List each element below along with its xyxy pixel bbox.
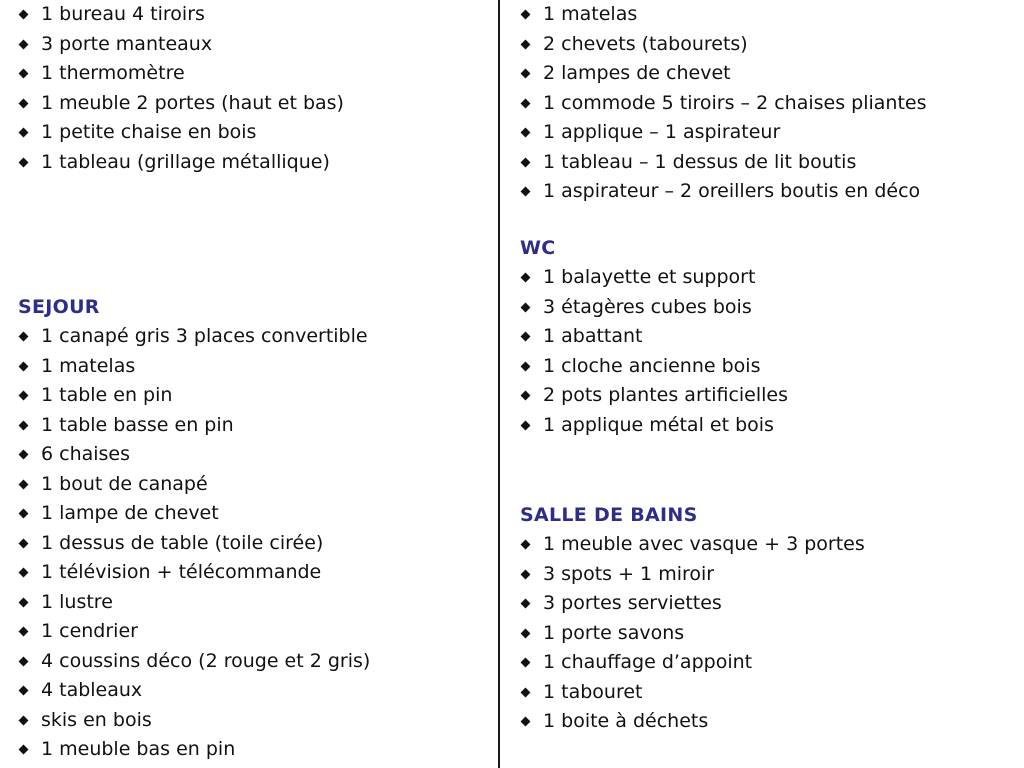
list-item — [18, 647, 498, 677]
diamond-bullet-icon — [19, 98, 29, 108]
item-text: 1 bout de canapé — [41, 472, 208, 495]
list-item — [520, 560, 1024, 590]
list-item — [520, 530, 1024, 560]
list-item — [18, 617, 498, 647]
diamond-bullet-icon — [521, 569, 531, 579]
diamond-bullet-icon — [19, 656, 29, 666]
list-item — [18, 499, 498, 529]
list-item — [520, 678, 1024, 708]
item-text: 1 matelas — [543, 3, 638, 25]
diamond-bullet-icon — [19, 479, 29, 489]
item-text: 1 meuble 2 portes (haut et bas) — [41, 91, 344, 114]
item-text: 1 boite à déchets — [543, 710, 709, 732]
diamond-bullet-icon — [19, 332, 29, 342]
list-item — [520, 322, 1024, 352]
item-text: 1 bureau 4 tiroirs — [41, 3, 205, 25]
item-text: 1 tabouret — [543, 680, 643, 703]
item-text: 1 balayette et support — [543, 266, 756, 288]
diamond-bullet-icon — [521, 10, 531, 20]
item-text: 1 aspirateur – 2 oreillers boutis en déco — [543, 180, 921, 202]
diamond-bullet-icon — [19, 157, 29, 167]
diamond-bullet-icon — [19, 538, 29, 548]
diamond-bullet-icon — [19, 686, 29, 696]
diamond-bullet-icon — [521, 157, 531, 167]
section-heading: WC — [520, 237, 556, 259]
diamond-bullet-icon — [521, 717, 531, 727]
item-text: skis en bois — [41, 708, 152, 731]
item-list — [520, 0, 1024, 207]
list-item — [18, 381, 498, 411]
list-item — [18, 0, 498, 30]
diamond-bullet-icon — [521, 361, 531, 371]
item-text: 1 cendrier — [41, 620, 138, 642]
item-text: 1 canapé gris 3 places convertible — [41, 325, 368, 347]
list-item — [520, 59, 1024, 89]
list-item — [520, 293, 1024, 323]
diamond-bullet-icon — [19, 627, 29, 637]
list-item — [18, 735, 498, 765]
item-text: 1 table basse en pin — [41, 413, 234, 436]
list-item — [18, 59, 498, 89]
section-salle-de-bains — [520, 500, 1024, 737]
right-column — [502, 0, 1024, 768]
item-text: 4 coussins déco (2 rouge et 2 gris) — [41, 649, 371, 672]
list-item — [520, 177, 1024, 207]
list-item — [18, 588, 498, 618]
diamond-bullet-icon — [19, 361, 29, 371]
list-item — [520, 589, 1024, 619]
list-item — [18, 89, 498, 119]
list-item — [520, 148, 1024, 178]
list-item — [520, 381, 1024, 411]
list-item — [520, 648, 1024, 678]
item-text: 1 thermomètre — [41, 62, 185, 84]
item-text: 1 applique métal et bois — [543, 413, 774, 436]
item-text: 1 meuble bas en pin — [41, 738, 236, 760]
item-text: 1 lampe de chevet — [41, 502, 219, 524]
item-text: 3 porte manteaux — [41, 32, 213, 55]
diamond-bullet-icon — [521, 187, 531, 197]
item-text: 1 abattant — [543, 325, 643, 347]
section-heading: SEJOUR — [18, 296, 100, 318]
list-item — [18, 322, 498, 352]
diamond-bullet-icon — [521, 332, 531, 342]
item-text: 2 pots plantes artificielles — [543, 384, 789, 406]
section-heading: SALLE DE BAINS — [520, 504, 698, 526]
diamond-bullet-icon — [521, 599, 531, 609]
item-text: 1 tableau (grillage métallique) — [41, 150, 330, 173]
item-text: 1 commode 5 tiroirs – 2 chaises pliantes — [543, 91, 927, 114]
diamond-bullet-icon — [521, 128, 531, 138]
item-list — [520, 530, 1024, 737]
right-top-list — [520, 0, 1024, 207]
item-text: 1 applique – 1 aspirateur — [543, 121, 781, 143]
diamond-bullet-icon — [19, 391, 29, 401]
diamond-bullet-icon — [19, 450, 29, 460]
diamond-bullet-icon — [521, 628, 531, 638]
item-text: 2 lampes de chevet — [543, 62, 731, 84]
section-sejour — [18, 292, 498, 765]
list-item — [520, 707, 1024, 737]
diamond-bullet-icon — [19, 39, 29, 49]
diamond-bullet-icon — [521, 687, 531, 697]
list-item — [520, 411, 1024, 441]
diamond-bullet-icon — [19, 69, 29, 79]
item-text: 4 tableaux — [41, 679, 143, 701]
list-item — [520, 619, 1024, 649]
item-text: 1 petite chaise en bois — [41, 121, 257, 143]
item-text: 3 étagères cubes bois — [543, 295, 752, 318]
diamond-bullet-icon — [521, 98, 531, 108]
list-item — [18, 440, 498, 470]
diamond-bullet-icon — [19, 568, 29, 578]
item-text: 3 portes serviettes — [543, 592, 722, 614]
item-text: 6 chaises — [41, 443, 131, 465]
item-text: 1 matelas — [41, 354, 136, 377]
list-item — [18, 352, 498, 382]
section-wc — [520, 233, 1024, 440]
list-item — [18, 529, 498, 559]
list-item — [18, 676, 498, 706]
diamond-bullet-icon — [19, 420, 29, 430]
diamond-bullet-icon — [521, 273, 531, 283]
item-text: 1 dessus de table (toile cirée) — [41, 531, 324, 554]
list-item — [520, 30, 1024, 60]
list-item — [18, 411, 498, 441]
diamond-bullet-icon — [521, 302, 531, 312]
diamond-bullet-icon — [19, 597, 29, 607]
list-item — [18, 30, 498, 60]
list-item — [520, 352, 1024, 382]
diamond-bullet-icon — [19, 745, 29, 755]
item-list — [18, 322, 498, 765]
item-text: 1 télévision + télécommande — [41, 561, 322, 583]
list-item — [18, 470, 498, 500]
diamond-bullet-icon — [521, 391, 531, 401]
item-list — [520, 263, 1024, 440]
diamond-bullet-icon — [521, 658, 531, 668]
diamond-bullet-icon — [19, 509, 29, 519]
list-item — [520, 118, 1024, 148]
item-text: 1 porte savons — [543, 621, 685, 644]
list-item — [18, 558, 498, 588]
item-text: 1 cloche ancienne bois — [543, 354, 761, 377]
item-text: 1 chauffage d’appoint — [543, 651, 753, 673]
diamond-bullet-icon — [521, 69, 531, 79]
diamond-bullet-icon — [19, 128, 29, 138]
diamond-bullet-icon — [521, 420, 531, 430]
list-item — [520, 263, 1024, 293]
item-text: 3 spots + 1 miroir — [543, 562, 715, 585]
column-divider — [498, 0, 500, 768]
item-text: 1 lustre — [41, 590, 113, 613]
diamond-bullet-icon — [19, 715, 29, 725]
diamond-bullet-icon — [19, 10, 29, 20]
left-column — [0, 0, 498, 768]
diamond-bullet-icon — [521, 540, 531, 550]
list-item — [18, 706, 498, 736]
item-text: 1 tableau – 1 dessus de lit boutis — [543, 150, 857, 173]
diamond-bullet-icon — [521, 39, 531, 49]
item-text: 2 chevets (tabourets) — [543, 32, 748, 55]
list-item — [18, 148, 498, 178]
item-text: 1 table en pin — [41, 384, 173, 406]
list-item — [520, 89, 1024, 119]
item-list — [18, 0, 498, 177]
list-item — [18, 118, 498, 148]
item-text: 1 meuble avec vasque + 3 portes — [543, 533, 865, 555]
list-item — [520, 0, 1024, 30]
left-top-list — [18, 0, 498, 177]
